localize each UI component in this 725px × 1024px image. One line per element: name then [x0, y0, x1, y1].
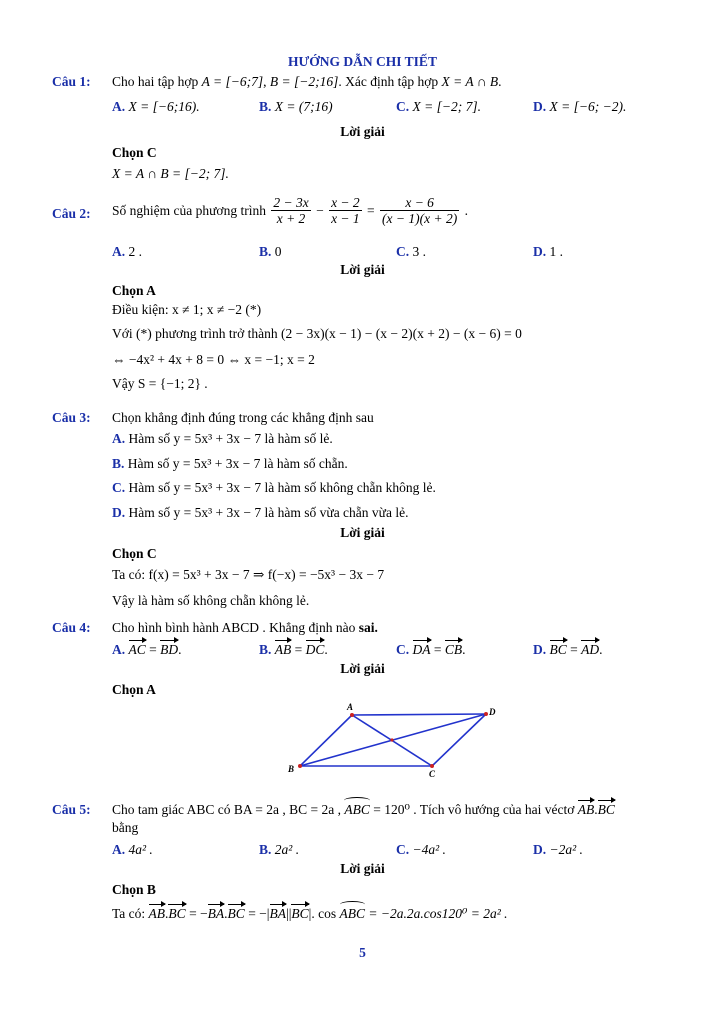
q3-option-d: D. Hàm số y = 5x³ + 3x − 7 là hàm số vừa chẵn vừa lẻ. — [112, 505, 409, 520]
q3-option-c: C. Hàm số y = 5x³ + 3x − 7 là hàm số không chẵn không lẻ. — [112, 480, 436, 495]
q4-option-a: A. AC = BD. — [112, 642, 182, 657]
q2-solution-line-2: Với (*) phương trình trở thành (2 − 3x)(x − 1) − (x − 2)(x + 2) − (x − 6) = 0 — [112, 326, 522, 341]
fraction-1: $\frac{2 - 3x}{x + 2}$ — [273, 195, 309, 226]
q2-solution-title: Lời giải — [340, 262, 385, 277]
q4-option-b: B. AB = DC. — [259, 642, 328, 657]
parallelogram-figure — [280, 700, 510, 785]
set-b: B = [−2;16] — [269, 74, 339, 89]
q1-option-d: D. X = [−6; −2). — [533, 99, 627, 114]
target-set: X = A ∩ B — [441, 74, 499, 89]
q1-option-a: A. X = [−6;16). — [112, 99, 200, 114]
question-4-stem: Cho hình bình hành ABCD . Khẳng định nào sai. — [112, 620, 378, 635]
label-c: C — [429, 769, 436, 779]
question-5-number: Câu 5: — [52, 802, 91, 817]
q3-solution-line-1: Ta có: f(x) = 5x³ + 3x − 7 ⇒ f(−x) = −5x³ − 3x − 7 — [112, 567, 385, 582]
question-1-stem: Cho hai tập hợp A = [−6;7], B = [−2;16]. Xác định tập hợp X = A ∩ B. — [112, 74, 502, 89]
edge-ad — [352, 714, 486, 715]
q3-option-a: A. Hàm số y = 5x³ + 3x − 7 là hàm số lẻ. — [112, 431, 333, 446]
q1-option-b: B. X = (7;16) — [259, 99, 333, 114]
page-number: 5 — [359, 945, 366, 960]
q4-option-c: C. DA = CB. — [396, 642, 466, 657]
vector-bc: BC — [597, 802, 615, 817]
q3-solution-title: Lời giải — [340, 525, 385, 540]
fraction-3: $\frac{x - 6}{(x - 1)(x + 2)}$ — [382, 195, 458, 226]
q5-option-b: B. 2a² . — [259, 842, 300, 857]
q3-option-b: B. Hàm số y = 5x³ + 3x − 7 là hàm số chẵn. — [112, 456, 348, 471]
q4-choice: Chọn A — [112, 682, 156, 697]
label-a: A — [347, 702, 354, 712]
label-b: B — [288, 764, 295, 774]
page-title: HƯỚNG DẪN CHI TIẾT — [288, 54, 437, 69]
q5-option-a: A. 4a² . — [112, 842, 153, 857]
q5-option-c: C. −4a² . — [396, 842, 446, 857]
q2-solution-line-1: Điều kiện: x ≠ 1; x ≠ −2 (*) — [112, 302, 262, 317]
q5-solution-line: Ta có: AB.BC = −BA.BC = −|BA||BC|. cos ABC = −2a.2a.cos120⁰ = 2a² . — [112, 906, 508, 921]
set-a: A = [−6;7] — [201, 74, 264, 89]
label-d: D — [489, 707, 496, 717]
q2-solution-line-3: ⇔ −4x² + 4x + 8 = 0 ⇔ x = −1; x = 2 — [112, 352, 315, 367]
question-5-stem-2: bằng — [112, 820, 139, 835]
point-intersection — [390, 738, 393, 741]
q3-solution-line-2: Vậy là hàm số không chẵn không lẻ. — [112, 593, 310, 608]
q2-solution-line-4: Vậy S = {−1; 2} . — [112, 376, 208, 391]
q2-option-b: B. 0 — [259, 244, 282, 259]
q2-choice: Chọn A — [112, 283, 156, 298]
q5-choice: Chọn B — [112, 882, 156, 897]
question-4-number: Câu 4: — [52, 620, 91, 635]
question-2-number: Câu 2: — [52, 206, 91, 221]
stem-text-2: . Xác định tập hợp — [338, 74, 439, 89]
question-1-number: Câu 1: — [52, 74, 91, 89]
q1-solution-line: X = A ∩ B = [−2; 7]. — [112, 166, 229, 181]
q5-option-d: D. −2a² . — [533, 842, 583, 857]
q4-option-d: D. BC = AD. — [533, 642, 603, 657]
q2-option-c: C. 3 . — [396, 244, 426, 259]
q1-option-c: C. X = [−2; 7]. — [396, 99, 481, 114]
q3-choice: Chọn C — [112, 546, 157, 561]
point-d — [484, 712, 488, 716]
q5-solution-title: Lời giải — [340, 861, 385, 876]
vector-ab: AB — [577, 802, 595, 817]
q2-option-a: A. 2 . — [112, 244, 142, 259]
fraction-2: $\frac{x - 2}{x - 1}$ — [331, 195, 360, 226]
stem-text: Số nghiệm của phương trình — [112, 203, 266, 218]
question-3-stem: Chọn khẳng định đúng trong các khẳng định sau — [112, 410, 374, 425]
question-2-stem: Số nghiệm của phương trình $\frac{2 - 3x}{x + 2}$ − $\frac{x - 2}{x - 1}$ = $\frac{x - 6}{(x - 1)(x + 2)}$ . — [112, 195, 468, 226]
question-3-number: Câu 3: — [52, 410, 91, 425]
stem-text: Cho hai tập hợp — [112, 74, 199, 89]
q4-solution-title: Lời giải — [340, 661, 385, 676]
q1-solution-title: Lời giải — [340, 124, 385, 139]
point-a — [350, 713, 354, 717]
q1-choice: Chọn C — [112, 145, 157, 160]
q2-option-d: D. 1 . — [533, 244, 563, 259]
question-5-stem: Cho tam giác ABC có BA = 2a , BC = 2a , ABC = 120⁰ . Tích vô hướng của hai véctơ AB.BC — [112, 802, 615, 817]
angle-abc: ABC — [344, 802, 370, 817]
point-b — [298, 764, 302, 768]
point-c — [430, 764, 434, 768]
